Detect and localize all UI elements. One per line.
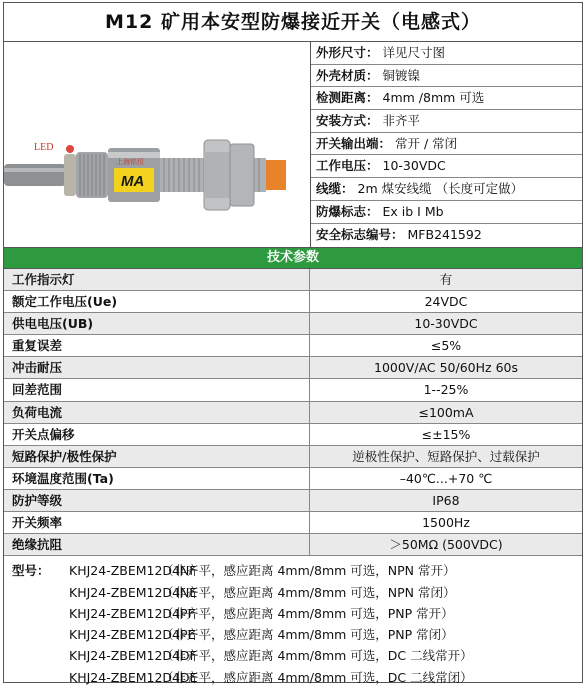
list-item (12, 603, 582, 624)
param-value: 1000V/AC 50/60Hz 60s (374, 360, 518, 376)
param-name: 负荷电流 (4, 402, 310, 423)
table-row (4, 424, 582, 446)
model-code: KHJ24-ZBEM12D4NF (69, 563, 197, 579)
spec-row (311, 224, 582, 247)
ma-mark: MA (121, 173, 145, 190)
list-item (12, 645, 582, 666)
spec-value: 详见尺寸图 (382, 45, 446, 60)
spec-value: 常开 / 常闭 (395, 135, 458, 151)
param-value: 有 (439, 272, 453, 287)
model-code: KHJ24-ZBEM12D4NE (69, 584, 198, 600)
param-name: 防护等级 (4, 490, 310, 511)
header-block (4, 42, 582, 248)
table-row (4, 379, 582, 401)
spec-list (311, 42, 582, 246)
table-row (4, 335, 582, 357)
param-value: 24VDC (424, 294, 468, 310)
spec-row (311, 155, 582, 178)
param-name: 开关频率 (4, 512, 310, 533)
param-name: 额定工作电压(Ue) (4, 291, 310, 312)
spec-row (311, 42, 582, 65)
spec-label: 安装方式： (316, 113, 379, 129)
param-name: 供电电压(UB) (4, 313, 310, 334)
table-row (4, 468, 582, 490)
table-row (4, 402, 582, 424)
param-value: ＞50MΩ (500VDC) (389, 537, 503, 553)
spec-row (311, 201, 582, 224)
spec-row (311, 87, 582, 110)
param-value: ≤±15% (421, 426, 471, 442)
sensor-illustration (4, 42, 310, 247)
spec-row (311, 178, 582, 201)
param-name: 冲击耐压 (4, 357, 310, 378)
spec-value: 4mm /8mm 可选 (382, 90, 485, 106)
product-image (4, 42, 311, 247)
param-value: IP68 (432, 492, 460, 508)
list-item (12, 582, 582, 603)
spec-label: 工作电压： (316, 158, 379, 174)
nut-2 (230, 144, 254, 206)
list-item (12, 624, 582, 645)
spec-row (311, 65, 582, 88)
spec-value: Ex ib I Mb (382, 203, 444, 219)
param-name: 工作指示灯 (4, 269, 310, 290)
param-value: ≤5% (430, 338, 462, 354)
spec-label: 外壳材质： (316, 67, 379, 83)
table-row (4, 357, 582, 379)
param-value: 逆极性保护、短路保护、过载保护 (352, 448, 540, 464)
led-ring (64, 154, 76, 196)
model-desc: （非齐平，感应距离 4mm/8mm 可选，PNP 常开） (161, 605, 454, 621)
table-row (4, 291, 582, 313)
param-table (4, 269, 582, 556)
model-code: KHJ24-ZBEM12D4DE (69, 669, 198, 685)
spec-label: 外形尺寸： (316, 45, 379, 60)
spec-value: 铜镀镍 (382, 67, 421, 83)
spec-row (311, 110, 582, 133)
param-value: 1--25% (423, 382, 469, 398)
model-list (4, 556, 582, 688)
param-name: 环境温度范围(Ta) (4, 468, 310, 489)
datasheet (3, 2, 583, 683)
spec-label: 安全标志编号： (316, 226, 404, 242)
spec-value: 非齐平 (382, 113, 421, 129)
page-title: M12 矿用本安型防爆接近开关（电感式） (4, 3, 582, 42)
spec-row (311, 133, 582, 156)
model-desc: （非齐平，感应距离 4mm/8mm 可选，NPN 常开） (161, 563, 456, 579)
spec-label: 开关输出端： (316, 135, 392, 151)
sensing-face (266, 160, 286, 190)
led-icon (66, 145, 74, 153)
model-desc: （非齐平，感应距离 4mm/8mm 可选，PNP 常闭） (161, 627, 454, 643)
model-desc: （非齐平，感应距离 4mm/8mm 可选，NPN 常闭） (161, 584, 456, 600)
param-value: ≤100mA (418, 404, 474, 420)
table-row (4, 512, 582, 534)
spec-value: 2m 煤安线缆 （长度可定做） (357, 181, 524, 197)
list-item (12, 560, 582, 581)
spec-label: 检测距离： (316, 90, 379, 106)
table-row (4, 269, 582, 291)
param-value: 1500Hz (422, 515, 470, 531)
models-label: 型号： (12, 563, 50, 579)
param-name: 重复误差 (4, 335, 310, 356)
param-name: 短路保护/极性保护 (4, 446, 310, 467)
table-row (4, 313, 582, 335)
param-value: –40℃...+70 ℃ (399, 470, 493, 486)
cable-shape (4, 164, 66, 186)
table-row (4, 490, 582, 512)
model-code: KHJ24-ZBEM12D4PE (69, 627, 196, 643)
model-desc: （非齐平，感应距离 4mm/8mm 可选，DC 二线常闭） (161, 669, 473, 685)
led-label: LED (34, 142, 54, 153)
model-code: KHJ24-ZBEM12D4PF (69, 605, 195, 621)
table-row (4, 446, 582, 468)
param-name: 回差范围 (4, 379, 310, 400)
spec-value: MFB241592 (407, 226, 482, 242)
section-header: 技术参数 (4, 248, 582, 269)
param-value: 10-30VDC (414, 316, 478, 332)
model-desc: （非齐平，感应距离 4mm/8mm 可选，DC 二线常开） (161, 648, 473, 664)
spec-value: 10-30VDC (382, 158, 446, 174)
model-code: KHJ24-ZBEM12D4DF (69, 648, 197, 664)
param-name: 绝缘抗阻 (4, 534, 310, 555)
spec-label: 线缆： (316, 181, 354, 197)
param-name: 开关点偏移 (4, 424, 310, 445)
spec-label: 防爆标志： (316, 203, 379, 219)
table-row (4, 534, 582, 556)
brand-mark: 上海铭恒 (116, 158, 144, 166)
